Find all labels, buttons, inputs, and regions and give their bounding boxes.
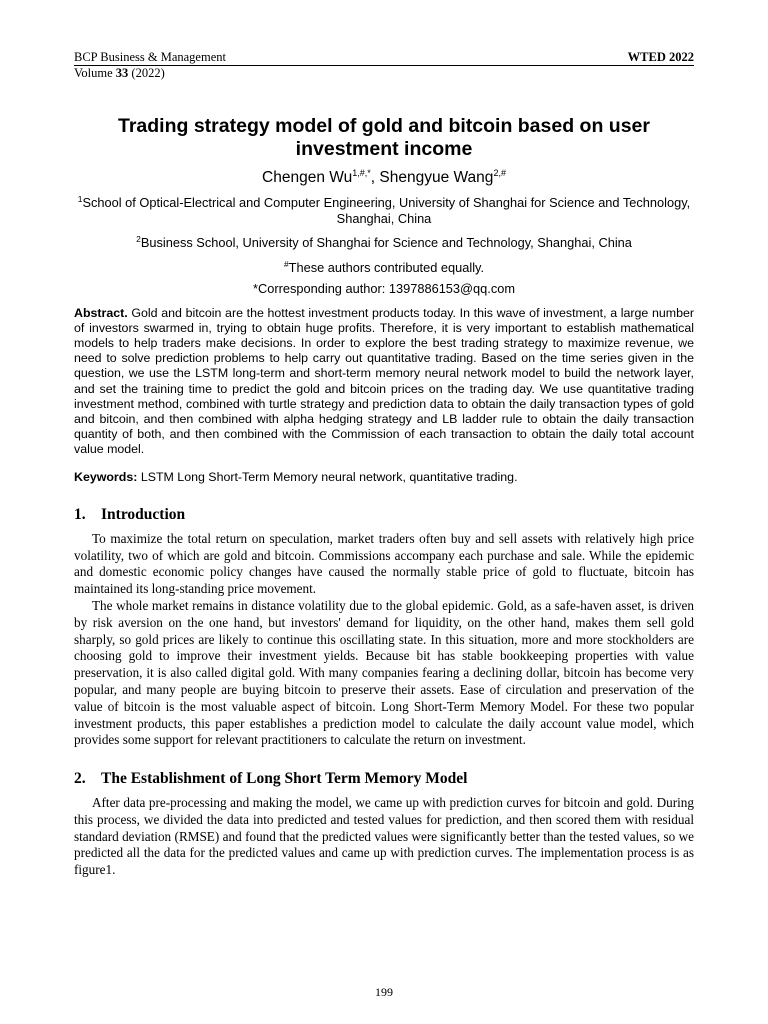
volume-year: (2022) [131,66,165,80]
affiliation [74,192,694,226]
paper-page [74,50,694,1010]
affiliation-text: Business School, University of Shanghai for Science and Technology, Shanghai, China [140,235,632,250]
page-number: 199 [375,985,393,999]
section-heading [74,505,694,524]
affiliation [74,232,694,251]
volume-number: 33 [115,66,129,80]
section-title: The Establishment of Long Short Term Memory Model [101,770,468,788]
conference-name: WTED 2022 [627,50,694,64]
section-number: 1. [74,505,86,523]
abstract-label: Abstract. [74,305,128,320]
corresponding-author: *Corresponding author: 1397886153@qq.com [253,281,515,296]
volume-line [74,66,694,81]
affiliation-mark: 1 [77,194,83,204]
journal-name: BCP Business & Management [74,50,226,64]
author-list [74,164,694,187]
equal-contribution-text: These authors contributed equally. [288,259,485,275]
keywords-label: Keywords: [74,469,138,484]
author-separator: , [370,169,380,186]
author-name: Shengyue Wang [379,169,494,186]
abstract-text: Gold and bitcoin are the hottest investment products today. In this wave of investment, a large number of investors swarmed in, trying to obtain huge profits. Therefore, it is very important to establish mathematical models to help traders make decisions. In order to explore the best trading strategy to maximize revenue, we need to solve prediction problems to help carry out quantitative trading. Based on the time series given in the question, we use the LSTM long-term and short-term memory neural network model to build the network layer, and set the training time to predict the gold and bitcoin prices on the trading day. We use quantitative trading investment method, combined with turtle strategy and prediction data to obtain the daily transaction types of gold and bitcoin, and then combined with alpha hedging strategy and LB ladder rule to obtain the daily transaction quantity of both, and then combined with the Commission of each transaction to obtain the daily total account value model. [74,305,694,457]
affiliation-text: School of Optical-Electrical and Computer Engineering, University of Shanghai for Science and Technology, Shanghai, China [82,195,691,226]
volume-label: Volume [74,66,113,80]
section-title: Introduction [101,505,186,523]
author-name: Chengen Wu [262,169,353,186]
running-header [74,50,694,66]
equal-contribution-note [74,257,694,276]
keywords-text: LSTM Long Short-Term Memory neural network, quantitative trading. [140,469,518,484]
author-marks: 1,#,* [352,168,371,178]
affiliation-mark: 2 [136,234,141,244]
section-heading [74,769,694,788]
section-number: 2. [74,770,86,788]
abstract [74,306,694,458]
body-paragraph: The whole market remains in distance volatility due to the global epidemic. Gold, as a safe-haven asset, is driven by risk aversion on the one hand, but investors' demand for liquidity, on the other hand, makes them sell gold sharply, so gold prices are likely to continue this oscillating state. In this situation, more and more stockholders are choosing gold to improve their investment yields. Because bit has stable bookkeeping properties with value preservation, it is also called digital gold. With many companies fearing a declining dollar, bitcoin has become very popular, and many people are buying bitcoin to preserve their assets. Ease of circulation and preservation of the value of bitcoin is the most valuable aspect of bitcoin. Long Short-Term Memory Model. For these two popular investment products, this paper establishes a prediction model to calculate the daily account value model, which provides some support for relevant practitioners to calculate the return on investment. [74,597,694,748]
keywords [74,470,694,485]
body-paragraph: After data pre-processing and making the model, we came up with prediction curves for bitcoin and gold. During this process, we divided the data into predicted and tested values for prediction, and then scored them with residual standard deviation (RMSE) and found that the predicted values were significantly better than the tested values, so we predicted all the data for the predicted values and came up with prediction curves. The implementation process is as figure1. [74,795,694,878]
equal-contribution-mark: # [283,258,289,269]
body-paragraph: To maximize the total return on speculation, market traders often buy and sell assets with relatively high price volatility, two of which are gold and bitcoin. Commissions accompany each purchase and sale. While the epidemic and domestic economic policy changes have caused the normally stable price of gold to fluctuate, bitcoin has maintained its long-standing price movement. [74,530,694,597]
paper-title: Trading strategy model of gold and bitcoin based on user investment income [118,115,650,160]
author-marks: 2,# [493,168,506,178]
